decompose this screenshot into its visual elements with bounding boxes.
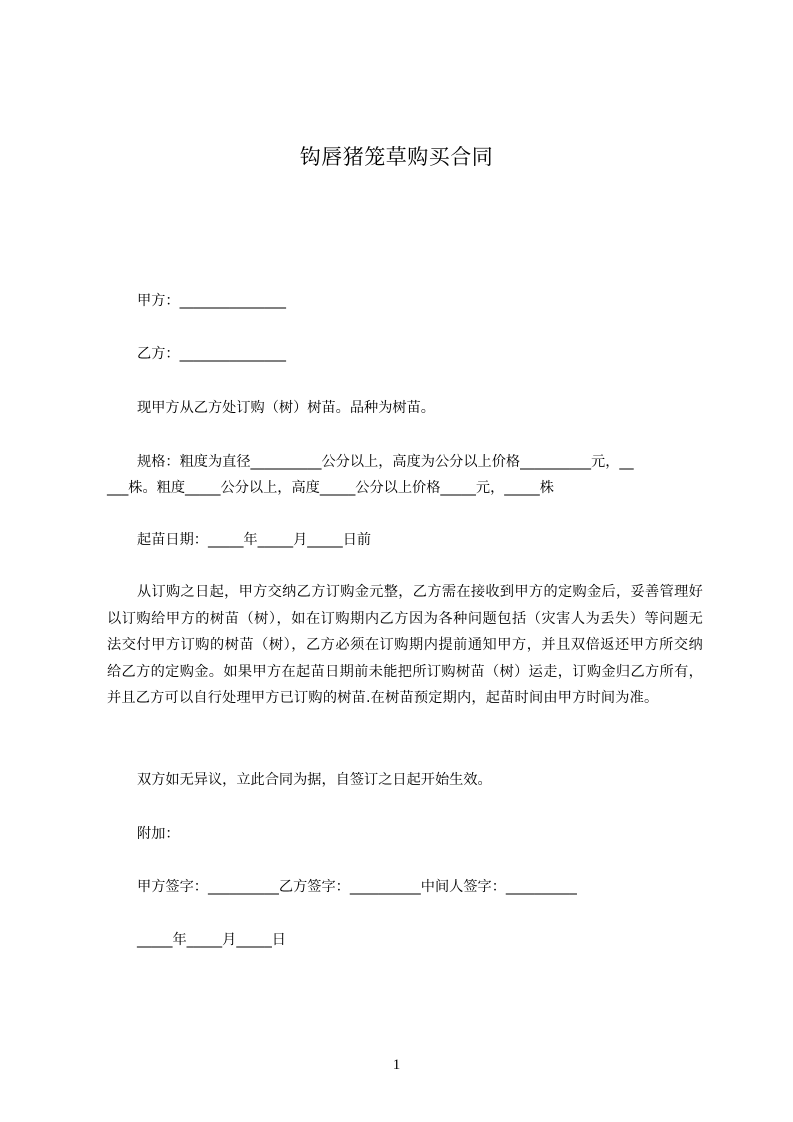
page-number: 1 bbox=[392, 1057, 401, 1073]
intro-line: 现甲方从乙方处订购（树）树苗。品种为树苗。 bbox=[137, 400, 435, 416]
signature-date-line: _____年_____月_____日 bbox=[137, 932, 286, 948]
terms-paragraph: 从订购之日起，甲方交纳乙方订购金元整，乙方需在接收到甲方的定购金后，妥善管理好以订购给甲方的树苗（树），如在订购期内乙方因为各种问题包括（灾害人为丢失）等问题无法交付甲方订购的树苗（树），乙方必须在订购期内提前通知甲方，并且双倍返还甲方所交纳给乙方的定购金。如果甲方在起苗日期前未能把所订购树苗（树）运走，订购金归乙方所有，并且乙方可以自行处理甲方已订购的树苗.在树苗预定期内，起苗时间由甲方时间为准。 bbox=[107, 584, 703, 706]
agreement-line: 双方如无异议，立此合同为据，自签订之日起开始生效。 bbox=[137, 772, 492, 788]
attachment-label: 附加： bbox=[137, 826, 180, 842]
document-title: 钩唇猪笼草购买合同 bbox=[299, 145, 494, 169]
specification-line-1: 规格：粗度为直径__________公分以上，高度为公分以上价格__________元，__ bbox=[137, 454, 634, 470]
specification-line-2: ___株。粗度_____公分以上，高度_____公分以上价格_____元，_____株 bbox=[107, 480, 554, 496]
party-b-line: 乙方：_______________ bbox=[137, 346, 286, 362]
start-date-line: 起苗日期：_____年_____月_____日前 bbox=[137, 532, 372, 548]
signature-line: 甲方签字：__________乙方签字：__________中间人签字：__________ bbox=[137, 879, 577, 895]
party-a-line: 甲方：_______________ bbox=[137, 293, 286, 309]
specification-block bbox=[107, 449, 703, 501]
